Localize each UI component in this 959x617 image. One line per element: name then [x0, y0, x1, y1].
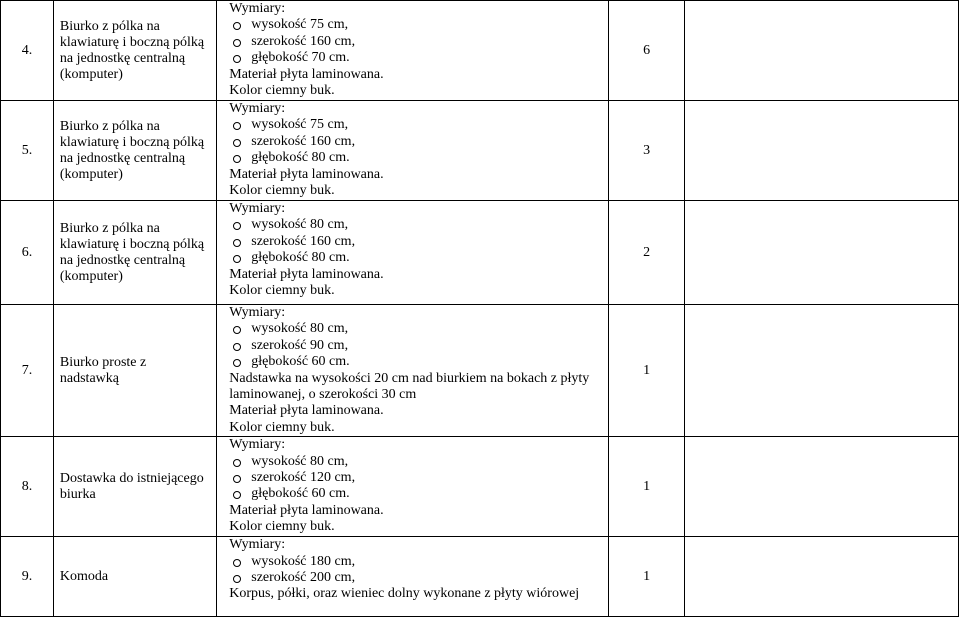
- dimension-item: głębokość 70 cm.: [229, 50, 608, 66]
- item-name-line: na jednostkę centralną: [59, 150, 186, 166]
- extra-text: Nadstawka na wysokości 20 cm nad biurkiem na bokach z płyty: [229, 370, 590, 386]
- dimensions-label: Wymiary:: [229, 305, 286, 320]
- dimension-item: szerokość 160 cm,: [229, 134, 608, 150]
- dimension-item: głębokość 80 cm.: [229, 250, 608, 266]
- item-number: 4.: [1, 1, 54, 101]
- dimensions-label: Wymiary:: [229, 537, 286, 553]
- item-quantity: 3: [609, 101, 685, 201]
- table-row: [1, 537, 959, 617]
- item-quantity: 2: [609, 201, 685, 305]
- extra-text: laminowanej, o szerokości 30 cm: [229, 387, 417, 403]
- dimension-item: wysokość 80 cm,: [229, 454, 608, 470]
- empty-cell: [684, 437, 958, 537]
- item-name-line: Biurko proste z: [59, 354, 147, 370]
- empty-cell: [684, 305, 958, 437]
- dimension-item: wysokość 80 cm,: [229, 321, 608, 337]
- table-row: [1, 437, 959, 537]
- item-number: 9.: [1, 537, 54, 617]
- material-text: Materiał płyta laminowana.: [229, 66, 384, 82]
- item-number: 6.: [1, 201, 54, 305]
- item-description: [217, 437, 609, 537]
- dimensions-label: Wymiary:: [229, 1, 286, 16]
- item-name-line: na jednostkę centralną: [59, 50, 186, 66]
- item-name-line: Biurko z pólka na: [59, 118, 160, 134]
- color-text: Kolor ciemny buk.: [229, 519, 335, 535]
- dimensions-label: Wymiary:: [229, 437, 286, 453]
- dimensions-label: Wymiary:: [229, 101, 286, 116]
- item-name-line: na jednostkę centralną: [59, 252, 186, 268]
- item-name-line: Biurko z pólka na: [59, 220, 160, 236]
- item-name-line: biurka: [59, 486, 96, 502]
- material-text: Materiał płyta laminowana.: [229, 403, 384, 419]
- table-row: [1, 101, 959, 201]
- table-row: [1, 201, 959, 305]
- item-name-line: nadstawką: [59, 370, 119, 386]
- color-text: Kolor ciemny buk.: [229, 183, 335, 199]
- item-name-line: klawiaturę i boczną pólką: [59, 34, 205, 50]
- item-name-line: (komputer): [59, 268, 123, 284]
- item-name-line: Dostawka do istniejącego: [59, 470, 204, 486]
- item-description: [217, 537, 609, 617]
- item-name: [53, 1, 216, 101]
- item-name: [53, 305, 216, 437]
- dimension-item: szerokość 200 cm,: [229, 570, 608, 586]
- empty-cell: [684, 101, 958, 201]
- extra-text: Korpus, półki, oraz wieniec dolny wykonane z płyty wiórowej: [229, 586, 580, 602]
- item-name-line: klawiaturę i boczną pólką: [59, 236, 205, 252]
- dimension-item: głębokość 60 cm.: [229, 486, 608, 502]
- item-number: 7.: [1, 305, 54, 437]
- item-name-line: Biurko z pólka na: [59, 18, 160, 34]
- item-quantity: 1: [609, 437, 685, 537]
- dimension-item: szerokość 160 cm,: [229, 34, 608, 50]
- dimension-item: głębokość 60 cm.: [229, 354, 608, 370]
- dimension-item: wysokość 75 cm,: [229, 17, 608, 33]
- item-quantity: 6: [609, 1, 685, 101]
- dimension-item: szerokość 120 cm,: [229, 470, 608, 486]
- material-text: Materiał płyta laminowana.: [229, 266, 384, 282]
- dimensions-label: Wymiary:: [229, 201, 286, 216]
- color-text: Kolor ciemny buk.: [229, 283, 335, 299]
- item-name: [53, 437, 216, 537]
- color-text: Kolor ciemny buk.: [229, 83, 335, 99]
- item-name-line: (komputer): [59, 66, 123, 82]
- table-row: [1, 1, 959, 101]
- item-number: 5.: [1, 101, 54, 201]
- dimension-item: szerokość 160 cm,: [229, 234, 608, 250]
- item-name: [53, 537, 216, 617]
- dimension-item: wysokość 80 cm,: [229, 217, 608, 233]
- item-name-line: Komoda: [59, 568, 109, 584]
- table-row: [1, 305, 959, 437]
- empty-cell: [684, 537, 958, 617]
- material-text: Materiał płyta laminowana.: [229, 502, 384, 518]
- item-name-line: klawiaturę i boczną pólką: [59, 134, 205, 150]
- item-name-line: (komputer): [59, 166, 123, 182]
- item-name: [53, 201, 216, 305]
- item-description: [217, 305, 609, 437]
- dimension-item: wysokość 180 cm,: [229, 554, 608, 570]
- dimension-item: szerokość 90 cm,: [229, 338, 608, 354]
- item-name: [53, 101, 216, 201]
- item-quantity: 1: [609, 537, 685, 617]
- empty-cell: [684, 1, 958, 101]
- empty-cell: [684, 201, 958, 305]
- item-description: [217, 201, 609, 305]
- color-text: Kolor ciemny buk.: [229, 419, 335, 435]
- dimension-item: głębokość 80 cm.: [229, 150, 608, 166]
- item-description: [217, 101, 609, 201]
- item-quantity: 1: [609, 305, 685, 437]
- dimension-item: wysokość 75 cm,: [229, 117, 608, 133]
- item-number: 8.: [1, 437, 54, 537]
- material-text: Materiał płyta laminowana.: [229, 166, 384, 182]
- item-description: [217, 1, 609, 101]
